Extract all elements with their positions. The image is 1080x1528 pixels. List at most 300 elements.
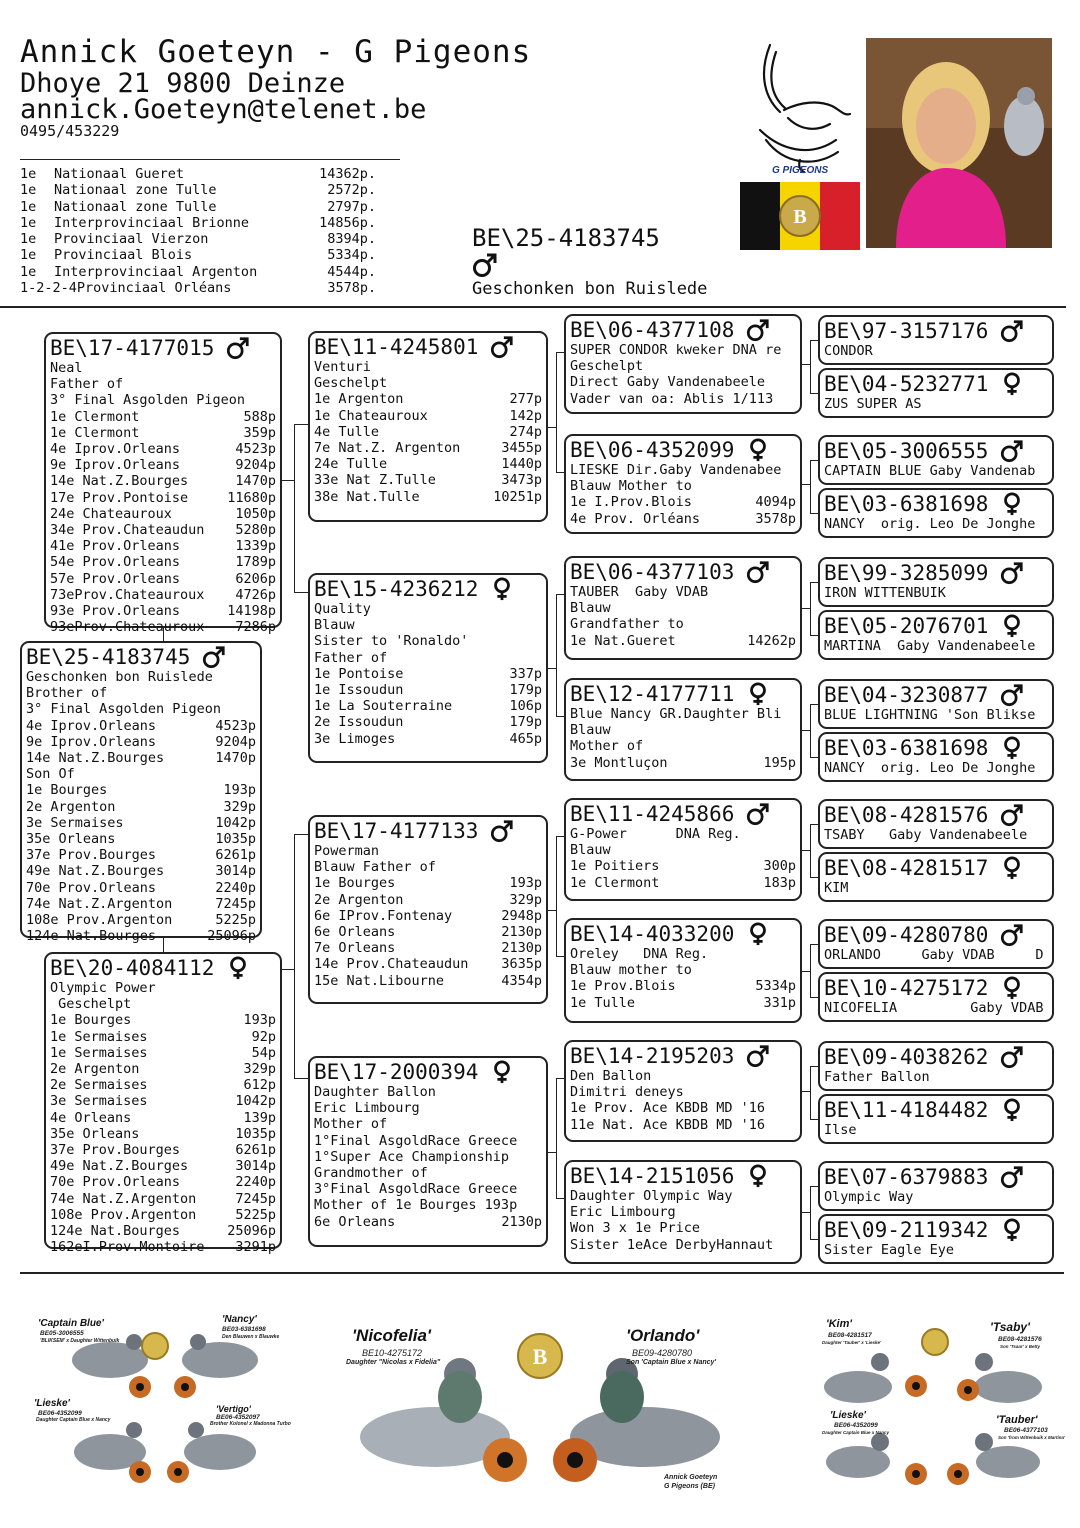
male-icon	[472, 252, 498, 282]
connector-line	[802, 484, 810, 485]
info-line	[570, 1100, 796, 1116]
info-line	[824, 707, 1048, 723]
footer-center-p2-ring: BE09-4280780	[632, 1348, 693, 1358]
breeder-photo	[866, 38, 1052, 248]
ring-number	[570, 682, 796, 706]
great-great-grandparent-box	[818, 972, 1054, 1022]
ring-number	[26, 645, 256, 669]
info-line	[26, 912, 256, 928]
footer-left-p2-desc: Den Blauwen x Blauwke	[222, 1334, 280, 1340]
info-text: 14e Nat.Z.Bourges	[50, 473, 189, 490]
info-text: Daughter Ballon	[314, 1084, 436, 1100]
info-text: KIM	[824, 880, 849, 896]
info-line	[50, 587, 276, 603]
info-line	[50, 506, 276, 522]
great-grandparent-box	[564, 1160, 802, 1264]
ring-number	[824, 736, 1048, 760]
ring-text: BE\17-2000394	[314, 1060, 479, 1084]
ring-number	[570, 438, 796, 462]
footer-right-p1-desc: Daughter 'Tauber' x 'Lieske'	[822, 1340, 882, 1345]
info-line	[50, 1045, 276, 1061]
ring-number	[824, 1165, 1048, 1189]
connector-line	[810, 1239, 818, 1240]
ring-text: BE\08-4281517	[824, 856, 989, 880]
info-line	[26, 928, 256, 944]
connector-line	[810, 582, 811, 635]
info-line	[50, 571, 276, 587]
connector-line	[810, 1119, 818, 1120]
info-points: 9204p	[235, 457, 276, 474]
result-row	[20, 231, 376, 247]
info-points: 2240p	[235, 1174, 276, 1191]
info-line	[314, 1214, 542, 1230]
info-line	[314, 924, 542, 940]
ring-text: BE\06-4377103	[570, 560, 735, 584]
female-icon	[1000, 976, 1024, 1000]
info-line	[570, 584, 796, 600]
info-points: 3014p	[235, 1158, 276, 1175]
info-line	[314, 892, 542, 908]
footer-right-p1-name: 'Kim'	[826, 1318, 853, 1330]
male-icon	[1000, 803, 1024, 827]
footer-right-p4-desc: Son 'from Wittenbuik x Martina'	[998, 1435, 1066, 1440]
info-text: 1°Final AsgoldRace Greece	[314, 1132, 518, 1149]
info-line	[26, 669, 256, 685]
connector-line	[810, 460, 811, 513]
info-text: 1e Bourges	[26, 782, 108, 799]
info-points: 3455p	[501, 440, 542, 457]
ring-text: BE\11-4245866	[570, 802, 735, 826]
female-icon	[746, 1164, 770, 1188]
male-icon	[746, 318, 770, 342]
great-grandparent-box	[564, 556, 802, 660]
info-line	[26, 896, 256, 912]
info-points: 1035p	[215, 831, 256, 848]
info-text: 108e Prov.Argenton	[50, 1206, 197, 1223]
info-text: 124e Nat.Bourges	[26, 928, 157, 945]
info-line	[314, 359, 542, 375]
grandparent-box	[308, 1056, 548, 1247]
info-line	[570, 462, 796, 478]
info-line	[26, 880, 256, 896]
result-race: Interprovinciaal Argenton	[54, 263, 258, 280]
info-line	[570, 1068, 796, 1084]
connector-line	[810, 704, 818, 705]
info-line	[26, 718, 256, 734]
ring-number	[824, 856, 1048, 880]
connector-line	[810, 824, 811, 877]
info-text: 3e Montluçon	[570, 754, 668, 771]
info-points: 1470p	[235, 473, 276, 490]
info-text: 1e Argenton	[314, 391, 404, 408]
info-points: 193p	[509, 875, 542, 892]
result-row	[20, 264, 376, 280]
logo-text: G PIGEONS	[772, 165, 829, 176]
info-line	[570, 946, 796, 962]
ring-text: BE\10-4275172	[824, 976, 989, 1000]
info-line	[50, 1142, 276, 1158]
ring-number	[824, 372, 1048, 396]
male-icon	[226, 336, 250, 360]
info-text: Oreley DNA Reg.	[570, 946, 709, 962]
info-line	[570, 1237, 796, 1253]
result-row	[20, 182, 376, 198]
ring-text: BE\17-4177015	[50, 336, 215, 360]
info-line	[824, 1189, 1048, 1205]
great-great-grandparent-box	[818, 732, 1054, 782]
footer-left-p2-ring: BE03-6381698	[222, 1326, 266, 1333]
result-rank: 1e	[20, 182, 37, 199]
info-line	[570, 391, 796, 407]
grandparent-box	[308, 573, 548, 763]
info-points: 7245p	[215, 895, 256, 912]
footer-right-p2-desc: Son 'Tsaar' x Betty	[1000, 1344, 1040, 1349]
ring-text: BE\14-4033200	[570, 922, 735, 946]
connector-line	[810, 824, 818, 825]
grandparent-box	[308, 815, 548, 1004]
info-line	[824, 880, 1048, 896]
sire-box	[44, 332, 282, 636]
male-icon	[1000, 439, 1024, 463]
great-great-grandparent-box	[818, 852, 1054, 902]
connector-line	[282, 969, 294, 970]
great-great-grandparent-box	[818, 1094, 1054, 1144]
info-line	[570, 1117, 796, 1133]
info-line	[314, 391, 542, 407]
info-line	[824, 516, 1048, 532]
info-points: 10251p	[493, 488, 542, 505]
info-text: Son Of	[26, 766, 75, 783]
footer-right-p4-ring: BE06-4377103	[1004, 1427, 1048, 1434]
ring-text: BE\99-3285099	[824, 561, 989, 585]
info-text: 1e Prov. Ace KBDB MD '16	[570, 1100, 766, 1117]
female-icon	[1000, 736, 1024, 760]
ring-text: BE\04-5232771	[824, 372, 989, 396]
ring-text: BE\06-4352099	[570, 438, 735, 462]
info-text: 37e Prov.Bourges	[26, 847, 157, 864]
info-text: Blauw	[314, 617, 355, 634]
great-grandparent-box	[564, 678, 802, 781]
male-icon	[1000, 923, 1024, 947]
footer-left-p4-name: 'Vertigo'	[216, 1404, 251, 1414]
info-points: 588p	[243, 408, 276, 425]
breeder-email[interactable]: annick.Goeteyn@telenet.be	[20, 94, 427, 125]
info-line	[570, 722, 796, 738]
result-race: Provinciaal Vierzon	[54, 231, 209, 248]
info-line	[50, 538, 276, 554]
info-text: 4e Iprov.Orleans	[26, 717, 157, 734]
info-line	[26, 734, 256, 750]
male-icon	[202, 645, 226, 669]
male-icon	[746, 1044, 770, 1068]
info-line	[314, 617, 542, 633]
info-line	[50, 1207, 276, 1223]
connector-line	[810, 944, 811, 997]
info-text: 34e Prov.Chateaudun	[50, 522, 205, 539]
great-great-grandparent-box	[818, 368, 1054, 418]
grandparent-box	[308, 331, 548, 522]
info-text: 24e Tulle	[314, 456, 388, 473]
info-points: 179p	[509, 714, 542, 731]
connector-line	[556, 352, 557, 472]
ring-number	[824, 1098, 1048, 1122]
info-text: Grandfather to	[570, 616, 684, 633]
info-text: 3° Final Asgolden Pigeon	[26, 701, 222, 718]
info-text: 1e Sermaises	[50, 1028, 148, 1045]
info-line	[314, 1116, 542, 1132]
info-line	[50, 457, 276, 473]
connector-line	[282, 480, 294, 481]
connector-line	[556, 352, 564, 353]
connector-line	[802, 730, 810, 731]
info-text: 9e Iprov.Orleans	[26, 733, 157, 750]
info-points: 195p	[763, 754, 796, 771]
info-points: 4354p	[501, 972, 542, 989]
info-points: 1050p	[235, 505, 276, 522]
connector-line	[810, 582, 818, 583]
info-text: 1e Nat.Gueret	[570, 632, 676, 649]
info-points: 25096p	[207, 928, 256, 945]
female-icon	[1000, 1098, 1024, 1122]
connector-line	[802, 1212, 810, 1213]
info-text: Den Ballon	[570, 1068, 652, 1084]
info-line	[824, 463, 1048, 479]
great-great-grandparent-box	[818, 557, 1054, 607]
female-icon	[746, 438, 770, 462]
info-text: 3° Final Asgolden Pigeon	[50, 392, 246, 409]
ring-number	[824, 492, 1048, 516]
info-line	[314, 1149, 542, 1165]
info-line	[314, 843, 542, 859]
footer-collage-left	[30, 1312, 291, 1492]
connector-line	[810, 340, 818, 341]
info-points: 1789p	[235, 554, 276, 571]
info-line	[50, 980, 276, 996]
dam-box	[44, 952, 282, 1256]
info-line	[824, 1000, 1048, 1016]
info-text: TAUBER Gaby VDAB	[570, 584, 709, 600]
info-points: 2130p	[501, 1213, 542, 1230]
info-points: 1440p	[501, 456, 542, 473]
info-text: 24e Chateauroux	[50, 505, 172, 522]
info-text: Eric Limbourg	[314, 1100, 420, 1117]
info-text: 9e Iprov.Orleans	[50, 457, 181, 474]
info-text: G-Power DNA Reg.	[570, 826, 741, 842]
info-text: 35e Orleans	[26, 831, 116, 848]
connector-line	[810, 1066, 811, 1119]
info-text: Blauw mother to	[570, 962, 692, 979]
connector-line	[810, 513, 818, 514]
info-line	[314, 633, 542, 649]
svg-text:B: B	[793, 206, 807, 228]
great-great-grandparent-box	[818, 1214, 1054, 1264]
info-points: 3578p	[755, 510, 796, 527]
result-row	[20, 215, 376, 231]
info-line	[314, 375, 542, 391]
info-line	[824, 1122, 1048, 1138]
ring-number	[570, 922, 796, 946]
info-points: 92p	[251, 1028, 276, 1045]
male-icon	[746, 802, 770, 826]
info-points: 25096p	[227, 1223, 276, 1240]
info-line	[26, 766, 256, 782]
ring-number	[824, 614, 1048, 638]
info-points: 612p	[243, 1077, 276, 1094]
info-text: 2e Issoudun	[314, 714, 404, 731]
info-text: Ilse	[824, 1122, 857, 1138]
male-icon	[1000, 561, 1024, 585]
info-line	[50, 1012, 276, 1028]
footer-left-p3-ring: BE06-4352099	[38, 1410, 82, 1417]
info-line	[314, 1197, 542, 1213]
connector-line	[294, 834, 295, 1078]
result-rank: 1e	[20, 166, 37, 182]
ring-text: BE\09-2119342	[824, 1218, 989, 1242]
connector-line	[810, 997, 818, 998]
result-points: 14362p.	[319, 166, 376, 182]
info-text: SUPER CONDOR kweker DNA re	[570, 342, 782, 358]
info-points: 5225p	[235, 1206, 276, 1223]
info-points: 4726p	[235, 586, 276, 603]
info-text: 74e Nat.Z.Argenton	[50, 1190, 197, 1207]
info-line	[570, 858, 796, 874]
connector-line	[810, 1186, 818, 1187]
info-line	[50, 1174, 276, 1190]
result-points: 2797p.	[327, 198, 376, 215]
info-line	[50, 996, 276, 1012]
info-text: 57e Prov.Orleans	[50, 570, 181, 587]
info-points: 2948p	[501, 907, 542, 924]
female-icon	[1000, 492, 1024, 516]
female-icon	[746, 922, 770, 946]
info-line	[314, 472, 542, 488]
female-icon	[490, 577, 514, 601]
female-icon	[1000, 856, 1024, 880]
info-text: Geschelpt	[314, 375, 388, 392]
ring-text: BE\08-4281576	[824, 803, 989, 827]
connector-line	[548, 427, 556, 428]
connector-line	[556, 1198, 564, 1199]
info-text: Quality	[314, 601, 371, 617]
ring-text: BE\11-4184482	[824, 1098, 989, 1122]
info-text: NANCY orig. Leo De Jonghe	[824, 760, 1036, 776]
info-text: Mother of 1e Bourges 193p	[314, 1197, 518, 1214]
header-bottom-divider	[0, 306, 1066, 308]
info-points: 1339p	[235, 538, 276, 555]
info-text: Father of	[314, 649, 388, 666]
info-line	[50, 392, 276, 408]
info-line	[50, 1077, 276, 1093]
great-grandparent-box	[564, 918, 802, 1023]
info-text: 1e Sermaises	[50, 1044, 148, 1061]
result-row	[20, 247, 376, 263]
info-text: 93e Prov.Orleans	[50, 603, 181, 620]
result-points: 4544p.	[327, 263, 376, 280]
footer-right-p4-name: 'Tauber'	[996, 1414, 1038, 1426]
ring-text: BE\07-6379883	[824, 1165, 989, 1189]
footer-right-p2-name: 'Tsaby'	[990, 1320, 1030, 1334]
info-text: Sister 1eAce DerbyHannaut	[570, 1236, 774, 1253]
connector-line	[810, 460, 818, 461]
info-text: 2e Argenton	[314, 891, 404, 908]
info-points: 3635p	[501, 956, 542, 973]
info-text: 35e Orleans	[50, 1125, 140, 1142]
ring-number	[824, 561, 1048, 585]
info-line	[824, 827, 1048, 843]
female-icon	[1000, 372, 1024, 396]
great-great-grandparent-box	[818, 610, 1054, 660]
info-text: Blauw Mother to	[570, 478, 692, 495]
great-grandparent-box	[564, 434, 802, 534]
connector-line	[556, 956, 564, 957]
info-points: 329p	[509, 891, 542, 908]
ring-number	[570, 1044, 796, 1068]
ring-number	[314, 1060, 542, 1084]
ring-text: BE\20-4084112	[50, 956, 215, 980]
info-line	[570, 1204, 796, 1220]
info-text: 1e I.Prov.Blois	[570, 494, 692, 511]
info-text: Daughter Olympic Way	[570, 1188, 733, 1204]
info-points: 9204p	[215, 733, 256, 750]
info-text: Geschelpt	[570, 358, 644, 375]
ring-number	[824, 1218, 1048, 1242]
info-text: 1e Clermont	[50, 424, 140, 441]
footer-center-p2-desc: Son 'Captain Blue x Nancy'	[626, 1359, 717, 1366]
male-icon	[1000, 319, 1024, 343]
ring-text: BE\03-6381698	[824, 492, 989, 516]
info-text: 1e Poitiers	[570, 858, 660, 875]
result-points: 2572p.	[327, 182, 376, 199]
footer-right-p3-ring: BE06-4352099	[834, 1422, 878, 1429]
info-line	[50, 1191, 276, 1207]
connector-line	[294, 424, 295, 592]
result-rank: 1e	[20, 247, 37, 264]
info-line	[26, 863, 256, 879]
info-line	[570, 995, 796, 1011]
connector-line	[810, 393, 818, 394]
result-points: 3578p.	[327, 280, 377, 297]
ring-number	[314, 819, 542, 843]
info-text: 3e Sermaises	[26, 814, 124, 831]
info-line	[570, 478, 796, 494]
info-line	[50, 473, 276, 489]
great-great-grandparent-box	[818, 679, 1054, 729]
info-points: 4523p	[215, 717, 256, 734]
info-text: Brother of	[26, 685, 108, 702]
result-points: 14856p.	[319, 214, 376, 231]
info-text: 3e Sermaises	[50, 1093, 148, 1110]
info-text: 1e Issoudun	[314, 682, 404, 699]
info-line	[314, 714, 542, 730]
info-line	[50, 441, 276, 457]
info-points: 274p	[509, 423, 542, 440]
connector-line	[802, 608, 810, 609]
pedigree-bottom-divider	[20, 1272, 1064, 1274]
footer-left-p1-ring: BE05-3006555	[40, 1330, 84, 1337]
info-points: 6206p	[235, 570, 276, 587]
info-points: 6261p	[235, 1142, 276, 1159]
great-great-grandparent-box	[818, 435, 1054, 485]
connector-line	[556, 716, 564, 717]
footer-center-p1-desc: Daughter "Nicolas x Fidelia"	[346, 1359, 441, 1366]
info-line	[570, 633, 796, 649]
info-line	[570, 826, 796, 842]
info-text: Won 3 x 1e Price	[570, 1220, 701, 1237]
info-text: NANCY orig. Leo De Jonghe	[824, 516, 1036, 532]
info-line	[314, 408, 542, 424]
ring-text: BE\14-2195203	[570, 1044, 735, 1068]
info-text: Direct Gaby Vandenabeele	[570, 374, 766, 391]
